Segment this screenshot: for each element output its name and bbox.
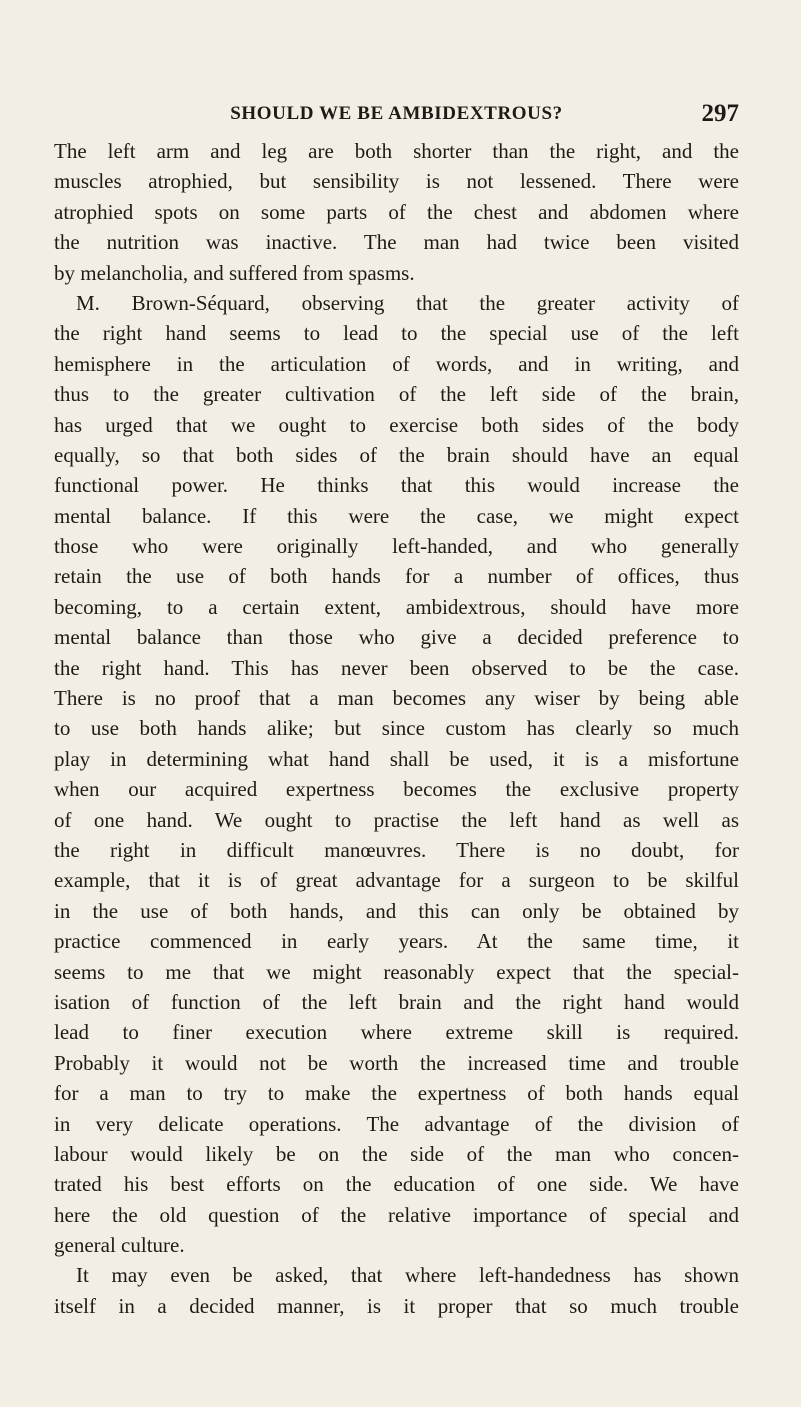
text-line: becoming, to a certain extent, ambidextrous, should have more (54, 594, 739, 619)
page-number: 297 (701, 100, 739, 127)
text-line: general culture. (54, 1233, 185, 1258)
text-line: by melancholia, and suffered from spasms. (54, 260, 415, 285)
body-text (54, 136, 739, 1321)
text-line: the right hand. This has never been observed to be the case. (54, 655, 739, 680)
text-line: functional power. He thinks that this would increase the (54, 473, 739, 498)
text-line: in very delicate operations. The advantage of the division of (54, 1111, 739, 1136)
text-line: mental balance than those who give a decided preference to (54, 625, 739, 650)
text-line: isation of function of the left brain and the right hand would (54, 989, 739, 1014)
text-line: atrophied spots on some parts of the chest and abdomen where (54, 199, 739, 224)
text-line: play in determining what hand shall be used, it is a misfortune (54, 746, 739, 771)
text-line: here the old question of the relative importance of special and (54, 1202, 739, 1227)
text-line: the right in difficult manœuvres. There is no doubt, for (54, 837, 739, 862)
text-line: of one hand. We ought to practise the left hand as well as (54, 807, 739, 832)
text-line: The left arm and leg are both shorter than the right, and the (54, 139, 739, 163)
text-line: muscles atrophied, but sensibility is not lessened. There were (54, 169, 739, 194)
text-line: There is no proof that a man becomes any wiser by being able (54, 686, 739, 711)
running-head (54, 100, 739, 133)
text-line: mental balance. If this were the case, we might expect (54, 503, 739, 528)
text-line: Probably it would not be worth the increased time and trouble (54, 1050, 739, 1075)
text-line: trated his best efforts on the education of one side. We have (54, 1172, 739, 1197)
text-line: in the use of both hands, and this can only be obtained by (54, 898, 739, 923)
text-line: example, that it is of great advantage for a surgeon to be skilful (54, 868, 739, 893)
running-title: SHOULD WE BE AMBIDEXTROUS? (230, 103, 563, 124)
text-line: retain the use of both hands for a number of offices, thus (54, 564, 739, 589)
text-line: when our acquired expertness becomes the exclusive property (54, 777, 739, 802)
text-line: the right hand seems to lead to the special use of the left (54, 321, 739, 346)
text-line: practice commenced in early years. At the same time, it (54, 929, 739, 954)
text-line: M. Brown-Séquard, observing that the greater activity of (76, 290, 739, 315)
text-line: the nutrition was inactive. The man had twice been visited (54, 230, 739, 255)
text-line: equally, so that both sides of the brain should have an equal (54, 442, 739, 467)
text-line: those who were originally left-handed, and who generally (54, 534, 739, 559)
text-line: thus to the greater cultivation of the left side of the brain, (54, 382, 739, 407)
text-line: to use both hands alike; but since custom has clearly so much (54, 716, 739, 741)
text-line: labour would likely be on the side of the man who concen- (54, 1141, 739, 1166)
text-line: hemisphere in the articulation of words, and in writing, and (54, 351, 739, 376)
text-line: seems to me that we might reasonably expect that the special- (54, 959, 739, 984)
text-line: has urged that we ought to exercise both sides of the body (54, 412, 739, 437)
text-line: itself in a decided manner, is it proper that so much trouble (54, 1293, 739, 1318)
text-line: lead to finer execution where extreme skill is required. (54, 1020, 739, 1045)
text-line: for a man to try to make the expertness of both hands equal (54, 1081, 739, 1106)
text-line: It may even be asked, that where left-handedness has shown (76, 1263, 739, 1288)
